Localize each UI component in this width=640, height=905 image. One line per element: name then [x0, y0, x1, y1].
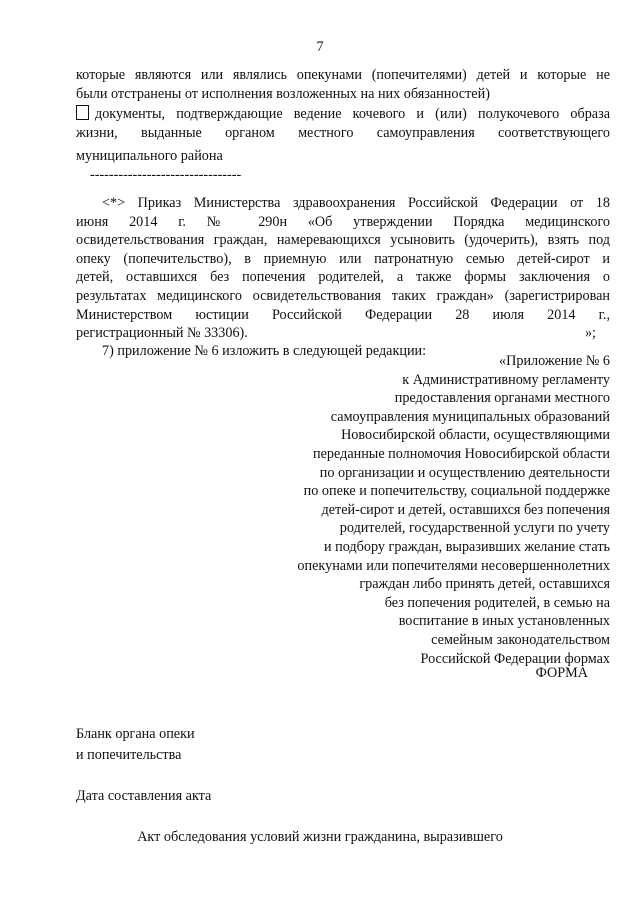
bullet-text: документы, подтверждающие ведение кочевого и (или) полукочевого образа [95, 106, 610, 122]
intro-line: которые являются или являлись опекунами (попечителями) детей и которые не [76, 67, 610, 83]
appendix-header-line: «Приложение № 6 [499, 353, 610, 369]
appendix-header-line: родителей, государственной услуги по учету [339, 520, 610, 537]
intro-paragraph [76, 66, 610, 103]
appendix-header-line: к Административному регламенту [402, 371, 610, 388]
footnote-registration: регистрационный № 33306). [76, 325, 248, 342]
appendix-header-line: предоставления органами местного [394, 390, 610, 407]
appendix-header-line: детей-сирот и детей, оставшихся без попечения [321, 501, 610, 518]
appendix-header-line: Российской Федерации формах [420, 650, 610, 667]
footnote-line: детей, оставшихся без попечения родителей, а также формы заключения о [76, 269, 610, 286]
bullet-line [76, 105, 610, 124]
appendix-header-line: по опеке и попечительству, социальной поддержке [303, 483, 610, 500]
bullet-paragraph [76, 105, 610, 166]
footnote-line [76, 324, 610, 343]
issuing-authority-line: и попечительства [76, 746, 182, 763]
issuing-authority-line: Бланк органа опеки [76, 726, 195, 742]
page-number: 7 [316, 39, 324, 55]
appendix-header-line: самоуправления муниципальных образований [330, 408, 610, 425]
act-date-label: Дата составления акта [76, 788, 212, 804]
footnote-line: <*> Приказ Министерства здравоохранения Российской Федерации от 18 [102, 195, 610, 211]
footnote-line: освидетельствования граждан, намеревающихся усыновить (удочерить), взять под [76, 232, 610, 249]
footnote-line: результатах медицинского освидетельствования таких граждан» (зарегистрирован [76, 287, 610, 304]
appendix-header-line: по организации и осуществлению деятельности [319, 464, 610, 481]
appendix-header-line: воспитание в иных установленных [398, 613, 610, 630]
issuing-authority-block [76, 725, 195, 764]
appendix-header-line: Новосибирской области, осуществляющими [341, 427, 610, 444]
appendix-header-line: и подбору граждан, выразивших желание стать [324, 538, 610, 555]
bullet-line: муниципального района [76, 148, 223, 165]
footnote-closing-quote: »; [584, 325, 596, 342]
footnote [76, 194, 610, 343]
amendment-text: 7) приложение № 6 изложить в следующей редакции: [102, 343, 427, 359]
appendix-header-line: переданные полномочия Новосибирской области [313, 445, 610, 462]
appendix-header-line: граждан либо принять детей, оставшихся [359, 576, 610, 593]
footnote-line: опеку (попечительство), в приемную или патронатную семью детей-сирот и [76, 250, 610, 267]
intro-line: были отстранены от исполнения возложенных на них обязанностей) [76, 85, 490, 102]
checkbox-icon [76, 105, 89, 120]
forma-label: ФОРМА [535, 665, 588, 681]
appendix-header-line: опекунами или попечителями несовершеннолетних [297, 557, 610, 574]
footnote-separator: -------------------------------- [90, 167, 242, 183]
bullet-line: жизни, выданные органом местного самоуправления соответствующего [76, 124, 610, 141]
footnote-line: Министерством юстиции Российской Федерации 28 июля 2014 г., [76, 306, 610, 323]
appendix-header [297, 348, 610, 668]
act-title: Акт обследования условий жизни гражданина, выразившего [137, 829, 503, 845]
appendix-header-line: семейным законодательством [431, 631, 610, 648]
footnote-line: июня 2014 г. № 290н «Об утверждении Порядка медицинского [76, 213, 610, 230]
appendix-header-line: без попечения родителей, в семью на [384, 594, 610, 611]
